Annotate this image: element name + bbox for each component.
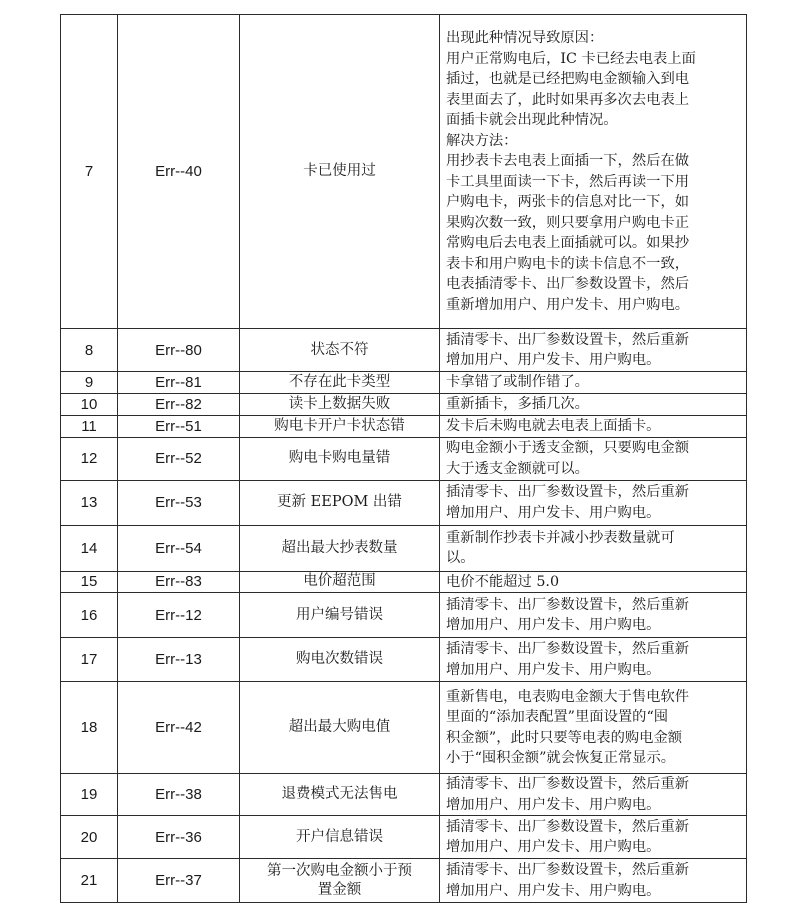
error-description-line: 超出最大抄表数量 xyxy=(281,539,398,556)
error-description-line: 读卡上数据失败 xyxy=(288,395,391,412)
solution-text xyxy=(440,525,747,571)
error-code: Err--40 xyxy=(118,15,240,329)
table-row xyxy=(61,329,747,372)
solution-line: 插清零卡、出厂参数设置卡，然后重新 xyxy=(446,484,690,500)
row-number: 15 xyxy=(61,571,118,593)
solution-line: 重新售电，电表购电金额大于售电软件 xyxy=(446,688,690,705)
solution-line: 常购电后去电表上面插就可以。如果抄 xyxy=(446,235,690,251)
error-description xyxy=(240,15,440,329)
error-description xyxy=(240,372,440,394)
table-row xyxy=(61,571,747,593)
error-code: Err--36 xyxy=(118,816,240,859)
table-row xyxy=(61,774,747,816)
solution-text xyxy=(440,638,747,682)
row-number: 19 xyxy=(61,774,118,816)
row-number: 18 xyxy=(61,682,118,774)
error-code: Err--54 xyxy=(118,525,240,571)
solution-text xyxy=(440,816,747,859)
solution-line: 重新增加用户、用户发卡、用户购电。 xyxy=(446,296,690,313)
solution-line: 插清零卡、出厂参数设置卡，然后重新 xyxy=(446,596,690,613)
table-row xyxy=(61,593,747,638)
row-number: 8 xyxy=(61,329,118,372)
error-description xyxy=(240,593,440,638)
solution-text xyxy=(440,480,747,525)
solution-text xyxy=(440,372,747,394)
error-code: Err--83 xyxy=(118,571,240,593)
row-number: 13 xyxy=(61,480,118,525)
error-description-line: 不存在此卡类型 xyxy=(288,373,391,390)
solution-text xyxy=(440,329,747,372)
row-number: 7 xyxy=(61,15,118,329)
solution-text xyxy=(440,593,747,638)
solution-line: 表里面去了，此时如果再多次去电表上 xyxy=(446,91,690,108)
solution-line: 小于“囤积金额”就会恢复正常显示。 xyxy=(446,750,676,766)
solution-text xyxy=(440,437,747,480)
error-description-line: 购电次数错误 xyxy=(296,651,383,667)
error-code: Err--13 xyxy=(118,638,240,682)
error-description xyxy=(240,774,440,816)
error-code: Err--51 xyxy=(118,415,240,437)
solution-line: 插清零卡、出厂参数设置卡，然后重新 xyxy=(446,818,690,835)
error-description-line: 开户信息错误 xyxy=(296,828,383,845)
row-number: 16 xyxy=(61,593,118,638)
error-description-line: 电价超范围 xyxy=(303,573,376,590)
solution-line: 增加用户、用户发卡、用户购电。 xyxy=(446,661,661,678)
solution-line: 积金额”，此时只要等电表的购电金额 xyxy=(446,729,683,746)
table-row xyxy=(61,816,747,859)
row-number: 14 xyxy=(61,525,118,571)
solution-text xyxy=(440,859,747,903)
row-number: 12 xyxy=(61,437,118,480)
solution-line: 出现此种情况导致原因： xyxy=(446,30,604,46)
error-description-line: 用户编号错误 xyxy=(296,606,383,623)
error-description-line: 状态不符 xyxy=(310,341,369,358)
error-code: Err--80 xyxy=(118,329,240,372)
error-description xyxy=(240,571,440,593)
error-description-line: 卡已使用过 xyxy=(303,163,376,179)
row-number: 20 xyxy=(61,816,118,859)
table-row xyxy=(61,15,747,329)
error-description-line: 置金额 xyxy=(317,881,362,898)
solution-text xyxy=(440,393,747,415)
solution-line: 增加用户、用户发卡、用户购电。 xyxy=(446,352,661,368)
error-description-line: 第一次购电金额小于预 xyxy=(267,862,412,879)
error-description-line: 购电卡开户卡状态错 xyxy=(274,417,405,434)
error-code: Err--12 xyxy=(118,593,240,638)
solution-line: 以。 xyxy=(446,550,475,566)
solution-line: 用户正常购电后，IC 卡已经去电表上面 xyxy=(446,50,696,67)
solution-line: 解决方法： xyxy=(446,132,518,149)
solution-line: 电价不能超过 5.0 xyxy=(446,573,560,590)
solution-line: 重新制作抄表卡并减小抄表数量就可 xyxy=(446,529,675,546)
error-code: Err--53 xyxy=(118,480,240,525)
solution-line: 大于透支金额就可以。 xyxy=(446,460,589,477)
error-code: Err--42 xyxy=(118,682,240,774)
solution-line: 插清零卡、出厂参数设置卡，然后重新 xyxy=(446,776,690,792)
solution-line: 户购电卡，两张卡的信息对比一下，如 xyxy=(446,194,690,210)
row-number: 10 xyxy=(61,393,118,415)
solution-line: 增加用户、用户发卡、用户购电。 xyxy=(446,796,661,813)
solution-text xyxy=(440,415,747,437)
solution-line: 电表插清零卡、出厂参数设置卡，然后 xyxy=(446,276,690,292)
table-row xyxy=(61,638,747,682)
solution-line: 增加用户、用户发卡、用户购电。 xyxy=(446,882,661,899)
error-description-line: 更新 EEPOM 出错 xyxy=(277,494,402,510)
solution-line: 面插卡就会出现此种情况。 xyxy=(446,112,618,128)
table-row xyxy=(61,372,747,394)
error-description xyxy=(240,816,440,859)
error-description xyxy=(240,415,440,437)
row-number: 17 xyxy=(61,638,118,682)
solution-line: 发卡后未购电就去电表上面插卡。 xyxy=(446,417,661,434)
solution-line: 增加用户、用户发卡、用户购电。 xyxy=(446,504,661,521)
solution-text xyxy=(440,774,747,816)
error-description-line: 超出最大购电值 xyxy=(288,719,391,735)
table-body xyxy=(61,15,747,903)
solution-line: 里面的“添加表配置”里面设置的“囤 xyxy=(446,709,669,725)
error-description xyxy=(240,525,440,571)
error-description xyxy=(240,329,440,372)
solution-line: 插清零卡、出厂参数设置卡，然后重新 xyxy=(446,331,690,348)
error-description xyxy=(240,437,440,480)
solution-line: 插清零卡、出厂参数设置卡，然后重新 xyxy=(446,862,690,878)
error-code: Err--38 xyxy=(118,774,240,816)
error-description-line: 退费模式无法售电 xyxy=(281,786,398,802)
table-row xyxy=(61,525,747,571)
error-description xyxy=(240,393,440,415)
error-code: Err--37 xyxy=(118,859,240,903)
error-description xyxy=(240,480,440,525)
solution-line: 购电金额小于透支金额，只要购电金额 xyxy=(446,440,690,456)
table-row xyxy=(61,415,747,437)
solution-line: 增加用户、用户发卡、用户购电。 xyxy=(446,839,661,855)
solution-line: 重新插卡，多插几次。 xyxy=(446,395,589,412)
error-description xyxy=(240,638,440,682)
error-description xyxy=(240,682,440,774)
error-description-line: 购电卡购电量错 xyxy=(288,450,391,466)
solution-line: 果购次数一致，则只要拿用户购电卡正 xyxy=(446,214,690,231)
solution-line: 插清零卡、出厂参数设置卡，然后重新 xyxy=(446,641,690,657)
row-number: 11 xyxy=(61,415,118,437)
solution-line: 卡工具里面读一下卡，然后再读一下用 xyxy=(446,173,690,190)
error-code-table xyxy=(60,14,747,903)
solution-line: 增加用户、用户发卡、用户购电。 xyxy=(446,617,661,633)
table-row xyxy=(61,682,747,774)
table-row xyxy=(61,437,747,480)
table-row xyxy=(61,859,747,903)
row-number: 21 xyxy=(61,859,118,903)
row-number: 9 xyxy=(61,372,118,394)
solution-line: 表卡和用户购电卡的读卡信息不一致， xyxy=(446,255,690,272)
error-code: Err--52 xyxy=(118,437,240,480)
error-code: Err--81 xyxy=(118,372,240,394)
solution-line: 卡拿错了或制作错了。 xyxy=(446,374,589,390)
solution-line: 插过，也就是已经把购电金额输入到电 xyxy=(446,71,690,87)
solution-text xyxy=(440,682,747,774)
table-row xyxy=(61,480,747,525)
solution-text xyxy=(440,571,747,593)
solution-text xyxy=(440,15,747,329)
error-code: Err--82 xyxy=(118,393,240,415)
solution-line: 用抄表卡去电表上面插一下，然后在做 xyxy=(446,153,690,169)
table-row xyxy=(61,393,747,415)
error-description xyxy=(240,859,440,903)
